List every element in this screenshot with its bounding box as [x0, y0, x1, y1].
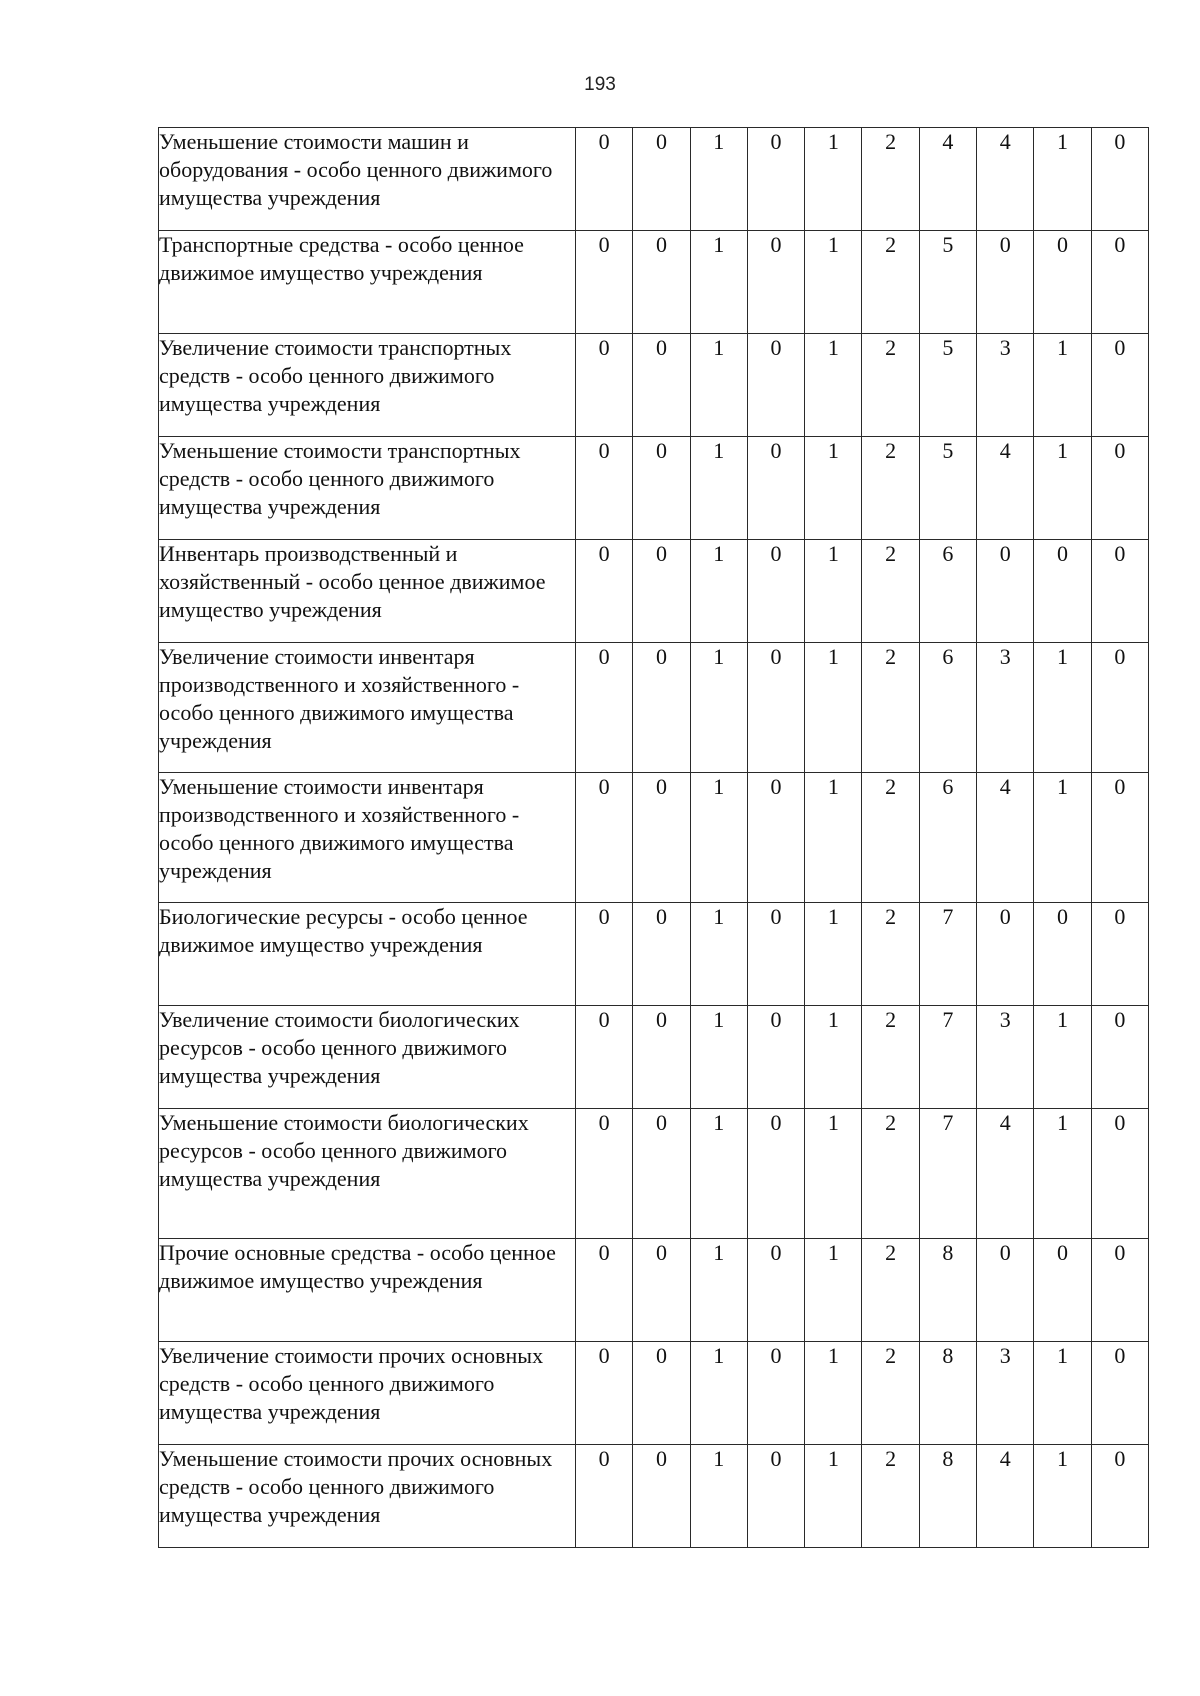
account-digit-cell: 0 — [576, 1239, 633, 1342]
account-digit-cell: 0 — [1091, 1239, 1148, 1342]
account-name-cell: Увеличение стоимости транспортных средств - особо ценного движимого имущества учреждения — [159, 334, 576, 437]
account-digit-cell: 0 — [1091, 643, 1148, 773]
account-digit-cell: 1 — [1034, 334, 1091, 437]
account-digit-cell: 0 — [747, 1342, 804, 1445]
account-digit-cell: 4 — [919, 128, 976, 231]
account-digit-cell: 0 — [633, 334, 690, 437]
account-digit-cell: 0 — [747, 1239, 804, 1342]
account-digit-cell: 0 — [633, 1342, 690, 1445]
account-digit-cell: 3 — [977, 1006, 1034, 1109]
account-digit-cell: 0 — [633, 773, 690, 903]
account-digit-cell: 2 — [862, 540, 919, 643]
account-digit-cell: 4 — [977, 437, 1034, 540]
account-digit-cell: 4 — [977, 773, 1034, 903]
account-digit-cell: 1 — [1034, 1006, 1091, 1109]
account-digit-cell: 1 — [1034, 437, 1091, 540]
account-digit-cell: 1 — [690, 1445, 747, 1548]
table-row — [159, 1109, 1149, 1239]
account-digit-cell: 1 — [1034, 643, 1091, 773]
account-name-cell: Биологические ресурсы - особо ценное движимое имущество учреждения — [159, 903, 576, 1006]
account-digit-cell: 0 — [1091, 1006, 1148, 1109]
account-digit-cell: 0 — [1091, 1445, 1148, 1548]
account-digit-cell: 1 — [690, 540, 747, 643]
account-digit-cell: 0 — [1091, 334, 1148, 437]
account-digit-cell: 0 — [576, 231, 633, 334]
account-digit-cell: 0 — [1091, 231, 1148, 334]
account-digit-cell: 0 — [1034, 231, 1091, 334]
accounts-table — [158, 127, 1149, 1548]
account-digit-cell: 0 — [747, 540, 804, 643]
account-digit-cell: 7 — [919, 1006, 976, 1109]
account-digit-cell: 0 — [576, 1006, 633, 1109]
account-digit-cell: 1 — [805, 1109, 862, 1239]
account-digit-cell: 0 — [633, 1239, 690, 1342]
account-digit-cell: 0 — [576, 128, 633, 231]
account-digit-cell: 1 — [690, 1006, 747, 1109]
account-digit-cell: 1 — [1034, 1342, 1091, 1445]
account-digit-cell: 0 — [576, 1109, 633, 1239]
account-digit-cell: 1 — [690, 437, 747, 540]
account-name-cell: Увеличение стоимости биологических ресурсов - особо ценного движимого имущества учреждения — [159, 1006, 576, 1109]
account-digit-cell: 2 — [862, 437, 919, 540]
account-digit-cell: 2 — [862, 1006, 919, 1109]
account-digit-cell: 1 — [1034, 128, 1091, 231]
account-digit-cell: 5 — [919, 437, 976, 540]
account-digit-cell: 1 — [805, 334, 862, 437]
account-digit-cell: 2 — [862, 231, 919, 334]
account-digit-cell: 0 — [747, 1109, 804, 1239]
account-digit-cell: 0 — [1091, 540, 1148, 643]
account-digit-cell: 0 — [977, 1239, 1034, 1342]
account-digit-cell: 4 — [977, 1109, 1034, 1239]
account-digit-cell: 1 — [805, 1239, 862, 1342]
account-digit-cell: 0 — [747, 334, 804, 437]
table-row — [159, 1239, 1149, 1342]
account-digit-cell: 0 — [633, 903, 690, 1006]
account-digit-cell: 1 — [805, 437, 862, 540]
account-digit-cell: 2 — [862, 1239, 919, 1342]
account-digit-cell: 1 — [805, 128, 862, 231]
account-digit-cell: 1 — [690, 128, 747, 231]
account-name-cell: Инвентарь производственный и хозяйственный - особо ценное движимое имущество учреждения — [159, 540, 576, 643]
account-digit-cell: 1 — [805, 1445, 862, 1548]
account-digit-cell: 0 — [1034, 540, 1091, 643]
account-name-cell: Уменьшение стоимости прочих основных средств - особо ценного движимого имущества учреждения — [159, 1445, 576, 1548]
account-digit-cell: 0 — [576, 643, 633, 773]
account-digit-cell: 1 — [805, 643, 862, 773]
account-name-cell: Уменьшение стоимости инвентаря производственного и хозяйственного - особо ценного движимого имущества учреждения — [159, 773, 576, 903]
account-digit-cell: 5 — [919, 334, 976, 437]
table-row — [159, 903, 1149, 1006]
account-digit-cell: 0 — [576, 1342, 633, 1445]
account-digit-cell: 0 — [576, 1445, 633, 1548]
account-digit-cell: 0 — [1034, 1239, 1091, 1342]
account-digit-cell: 2 — [862, 1342, 919, 1445]
account-digit-cell: 5 — [919, 231, 976, 334]
account-digit-cell: 1 — [690, 334, 747, 437]
account-name-cell: Прочие основные средства - особо ценное движимое имущество учреждения — [159, 1239, 576, 1342]
account-digit-cell: 0 — [576, 540, 633, 643]
account-digit-cell: 2 — [862, 334, 919, 437]
account-digit-cell: 6 — [919, 643, 976, 773]
account-digit-cell: 8 — [919, 1445, 976, 1548]
account-digit-cell: 0 — [1091, 1342, 1148, 1445]
account-digit-cell: 1 — [805, 773, 862, 903]
table-row — [159, 437, 1149, 540]
table-row — [159, 773, 1149, 903]
table-row — [159, 540, 1149, 643]
account-name-cell: Увеличение стоимости прочих основных средств - особо ценного движимого имущества учреждения — [159, 1342, 576, 1445]
account-digit-cell: 6 — [919, 540, 976, 643]
account-digit-cell: 1 — [805, 1006, 862, 1109]
table-row — [159, 231, 1149, 334]
account-digit-cell: 1 — [805, 231, 862, 334]
account-digit-cell: 2 — [862, 1109, 919, 1239]
account-digit-cell: 2 — [862, 643, 919, 773]
table-row — [159, 1006, 1149, 1109]
account-digit-cell: 7 — [919, 1109, 976, 1239]
account-digit-cell: 1 — [1034, 1109, 1091, 1239]
account-digit-cell: 0 — [1091, 903, 1148, 1006]
account-digit-cell: 2 — [862, 903, 919, 1006]
account-digit-cell: 0 — [747, 437, 804, 540]
account-digit-cell: 0 — [633, 1109, 690, 1239]
account-digit-cell: 2 — [862, 773, 919, 903]
account-digit-cell: 1 — [805, 540, 862, 643]
account-digit-cell: 0 — [633, 128, 690, 231]
account-name-cell: Увеличение стоимости инвентаря производственного и хозяйственного - особо ценного движимого имущества учреждения — [159, 643, 576, 773]
account-digit-cell: 1 — [1034, 773, 1091, 903]
account-digit-cell: 1 — [1034, 1445, 1091, 1548]
account-digit-cell: 0 — [747, 1445, 804, 1548]
account-digit-cell: 1 — [805, 1342, 862, 1445]
account-digit-cell: 7 — [919, 903, 976, 1006]
account-name-cell: Уменьшение стоимости машин и оборудования - особо ценного движимого имущества учреждения — [159, 128, 576, 231]
account-name-cell: Транспортные средства - особо ценное движимое имущество учреждения — [159, 231, 576, 334]
account-digit-cell: 0 — [1034, 903, 1091, 1006]
account-digit-cell: 0 — [633, 643, 690, 773]
account-digit-cell: 0 — [576, 334, 633, 437]
account-digit-cell: 0 — [747, 903, 804, 1006]
account-digit-cell: 1 — [690, 1342, 747, 1445]
account-digit-cell: 1 — [690, 903, 747, 1006]
account-digit-cell: 4 — [977, 128, 1034, 231]
account-name-cell: Уменьшение стоимости биологических ресурсов - особо ценного движимого имущества учреждения — [159, 1109, 576, 1239]
table-row — [159, 1342, 1149, 1445]
account-digit-cell: 0 — [576, 903, 633, 1006]
account-name-cell: Уменьшение стоимости транспортных средств - особо ценного движимого имущества учреждения — [159, 437, 576, 540]
account-digit-cell: 0 — [576, 773, 633, 903]
account-digit-cell: 0 — [633, 437, 690, 540]
account-digit-cell: 1 — [690, 643, 747, 773]
account-digit-cell: 0 — [633, 1445, 690, 1548]
account-digit-cell: 0 — [1091, 437, 1148, 540]
account-digit-cell: 1 — [690, 231, 747, 334]
account-digit-cell: 1 — [805, 903, 862, 1006]
page-number: 193 — [584, 74, 616, 95]
account-digit-cell: 3 — [977, 1342, 1034, 1445]
account-digit-cell: 4 — [977, 1445, 1034, 1548]
account-digit-cell: 0 — [747, 128, 804, 231]
account-digit-cell: 0 — [977, 231, 1034, 334]
account-digit-cell: 2 — [862, 128, 919, 231]
account-digit-cell: 1 — [690, 773, 747, 903]
table-body — [159, 128, 1149, 1548]
account-digit-cell: 8 — [919, 1239, 976, 1342]
table-row — [159, 128, 1149, 231]
account-digit-cell: 1 — [690, 1239, 747, 1342]
account-digit-cell: 0 — [1091, 773, 1148, 903]
account-digit-cell: 0 — [747, 643, 804, 773]
account-digit-cell: 3 — [977, 334, 1034, 437]
account-digit-cell: 0 — [747, 231, 804, 334]
account-digit-cell: 0 — [576, 437, 633, 540]
table-row — [159, 334, 1149, 437]
account-digit-cell: 0 — [1091, 1109, 1148, 1239]
account-digit-cell: 0 — [1091, 128, 1148, 231]
table-row — [159, 643, 1149, 773]
account-digit-cell: 0 — [977, 903, 1034, 1006]
account-digit-cell: 0 — [747, 1006, 804, 1109]
account-digit-cell: 1 — [690, 1109, 747, 1239]
account-digit-cell: 0 — [633, 540, 690, 643]
account-digit-cell: 0 — [977, 540, 1034, 643]
account-digit-cell: 0 — [633, 1006, 690, 1109]
account-digit-cell: 6 — [919, 773, 976, 903]
account-digit-cell: 0 — [747, 773, 804, 903]
account-digit-cell: 0 — [633, 231, 690, 334]
account-digit-cell: 8 — [919, 1342, 976, 1445]
account-digit-cell: 3 — [977, 643, 1034, 773]
table-row — [159, 1445, 1149, 1548]
account-digit-cell: 2 — [862, 1445, 919, 1548]
